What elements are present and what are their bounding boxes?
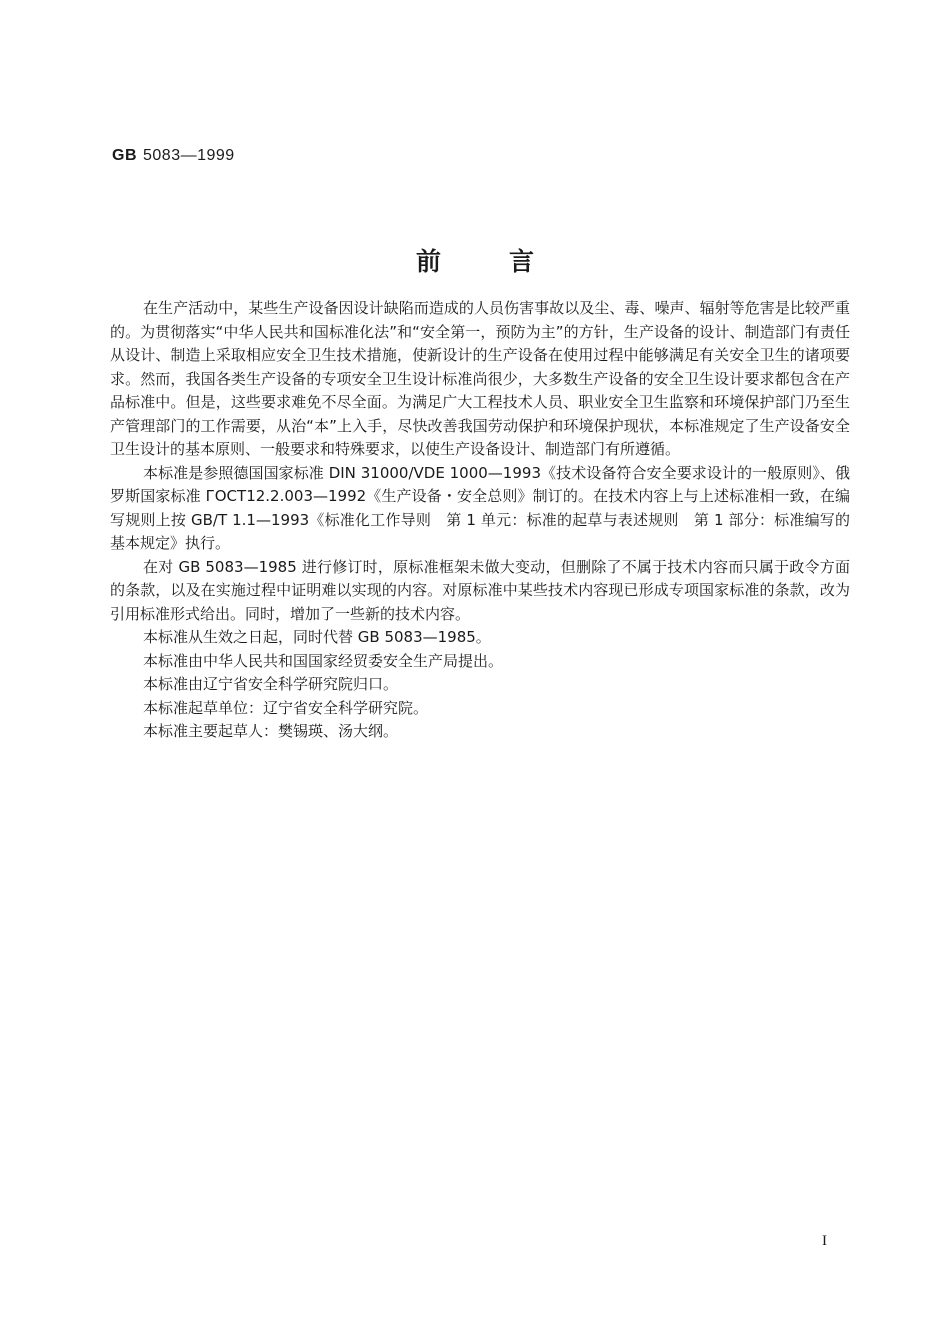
standard-prefix: GB [112, 147, 137, 164]
paragraph-proposer: 本标准由中华人民共和国国家经贸委安全生产局提出。 [143, 651, 504, 670]
paragraph-revision: 在对 GB 5083—1985 进行修订时，原标准框架未做大变动，但删除了不属于技术内容而只属于政令方面的条款，以及在实施过程中证明难以实现的内容。对原标准中某些技术内容现已形成专项国家标准的条款，改为引用标准形式给出。同时，增加了一些新的技术内容。 [110, 557, 850, 623]
paragraph-drafting-unit: 本标准起草单位：辽宁省安全科学研究院。 [143, 698, 429, 717]
document-code [112, 147, 235, 165]
paragraph-centralized: 本标准由辽宁省安全科学研究院归口。 [143, 675, 399, 693]
page-title: 前言 [415, 247, 602, 276]
paragraph-drafters: 本标准主要起草人：樊锡瑛、汤大纲。 [143, 722, 399, 740]
standard-number: 5083—1999 [143, 147, 235, 164]
paragraph-references: 本标准是参照德国国家标准 DIN 31000/VDE 1000—1993《技术设备符合安全要求设计的一般原则》、俄罗斯国家标准 ГОСТ12.2.003—1992《生产设备・安全总则》制订的。在技术内容上与上述标准相一致，在编写规则上按 GB/T 1.1—1993《标准化工作导则 第 1 单元：标准的起草与表述规则 第 1 部分：标准编写的基本规定》执行。 [110, 463, 850, 552]
foreword-body [110, 297, 850, 744]
paragraph-background: 在生产活动中，某些生产设备因设计缺陷而造成的人员伤害事故以及尘、毒、噪声、辐射等危害是比较严重的。为贯彻落实“中华人民共和国标准化法”和“安全第一，预防为主”的方针，生产设备的设计、制造部门有责任从设计、制造上采取相应安全卫生技术措施，使新设计的生产设备在使用过程中能够满足有关安全卫生的诸项要求。然而，我国各类生产设备的专项安全卫生设计标准尚很少，大多数生产设备的安全卫生设计要求都包含在产品标准中。但是，这些要求难免不尽全面。为满足广大工程技术人员、职业安全卫生监察和环境保护部门乃至生产管理部门的工作需要，从治“本”上入手，尽快改善我国劳动保护和环境保护现状，本标准规定了生产设备安全卫生设计的基本原则、一般要求和特殊要求，以使生产设备设计、制造部门有所遵循。 [110, 299, 850, 458]
paragraph-supersedes: 本标准从生效之日起，同时代替 GB 5083—1985。 [143, 628, 491, 646]
page-number: I [822, 1233, 827, 1249]
